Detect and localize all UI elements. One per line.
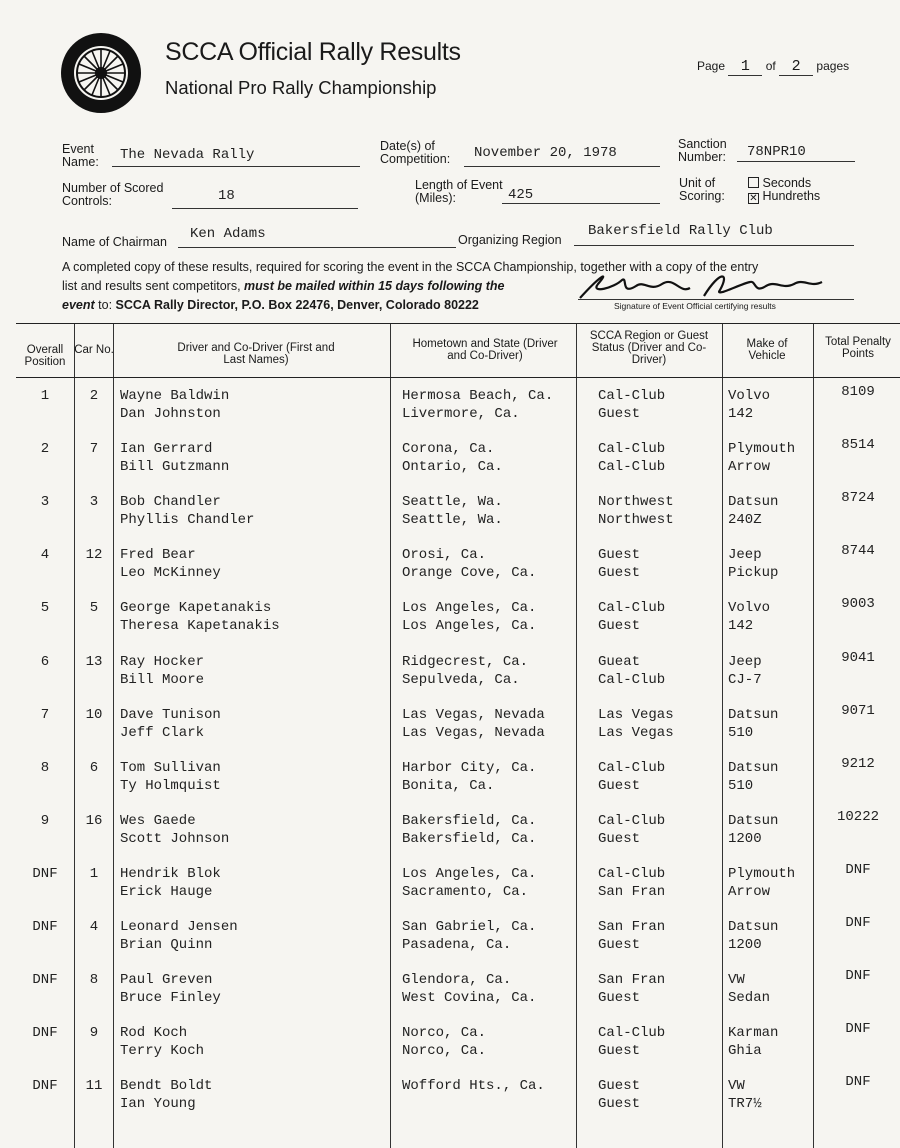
region-cell: Guest Guest — [598, 547, 641, 582]
region-cell: Cal-Club San Fran — [598, 865, 666, 900]
vehicle-cell: Volvo 142 — [728, 600, 771, 635]
table-row — [16, 1016, 900, 1069]
driver-cell: Dave Tunison Jeff Clark — [120, 706, 221, 741]
table-row — [16, 432, 900, 485]
vehicle-cell: Plymouth Arrow — [728, 441, 796, 476]
signature-label: Signature of Event Official certifying results — [614, 301, 776, 311]
vehicle-cell: Datsun 510 — [728, 706, 779, 741]
hometown-cell: Norco, Ca. Norco, Ca. — [402, 1025, 487, 1060]
table-row — [16, 751, 900, 804]
hometown-cell: Bakersfield, Ca. Bakersfield, Ca. — [402, 812, 537, 847]
page-number: 1 — [728, 58, 762, 76]
notice-line-2: list and results sent competitors, must be mailed within 15 days following the — [62, 279, 505, 293]
region-value: Bakersfield Rally Club — [588, 223, 773, 239]
penalty-points-cell: DNF — [845, 915, 871, 931]
table-row — [16, 804, 900, 857]
page-total: 2 — [779, 58, 813, 76]
car-number-cell: 10 — [85, 706, 103, 723]
table-row — [16, 1069, 900, 1122]
header-driver: Driver and Co-Driver (First and Last Names) — [177, 342, 335, 366]
hometown-cell: Los Angeles, Ca. Sacramento, Ca. — [402, 865, 537, 900]
driver-cell: Bendt Boldt Ian Young — [120, 1078, 213, 1113]
hometown-cell: Orosi, Ca. Orange Cove, Ca. — [402, 547, 537, 582]
car-number-cell: 12 — [85, 547, 103, 564]
chairman-value: Ken Adams — [190, 226, 266, 242]
position-cell: 8 — [40, 759, 50, 776]
position-cell: 2 — [40, 441, 50, 458]
hometown-cell: Wofford Hts., Ca. — [402, 1078, 545, 1095]
region-cell: Cal-Club Guest — [598, 759, 666, 794]
length-value: 425 — [508, 187, 534, 203]
table-row — [16, 963, 900, 1016]
car-number-cell: 5 — [89, 600, 99, 617]
vehicle-cell: Jeep CJ-7 — [728, 653, 762, 688]
driver-cell: George Kapetanakis Theresa Kapetanakis — [120, 600, 280, 635]
penalty-points-cell: 9041 — [841, 649, 875, 666]
position-cell: DNF — [32, 865, 58, 882]
checkbox-checked-icon: ✕ — [749, 193, 758, 204]
penalty-points-cell: 8514 — [841, 437, 875, 454]
position-cell: 5 — [40, 600, 50, 617]
hometown-cell: Hermosa Beach, Ca. Livermore, Ca. — [402, 388, 554, 422]
position-cell: 6 — [40, 653, 50, 670]
driver-cell: Fred Bear Leo McKinney — [120, 547, 221, 582]
car-number-cell: 8 — [89, 972, 99, 989]
header-points: Total Penalty Points — [825, 336, 891, 360]
table-row — [16, 591, 900, 644]
vehicle-cell: Karman Ghia — [728, 1025, 779, 1060]
penalty-points-cell: 8109 — [841, 384, 875, 400]
official-signature — [570, 266, 830, 306]
unit-hundreths-option[interactable]: ✕ Hundreths — [749, 189, 821, 204]
unit-seconds-option[interactable]: Seconds — [748, 177, 811, 190]
hometown-cell: Corona, Ca. Ontario, Ca. — [402, 441, 503, 476]
sanction-label: Sanction Number: — [678, 137, 727, 164]
car-number-cell: 1 — [89, 865, 99, 882]
hometown-cell: San Gabriel, Ca. Pasadena, Ca. — [402, 919, 537, 953]
unit-label: Unit of Scoring: — [679, 176, 725, 203]
vehicle-cell: Plymouth Arrow — [728, 865, 796, 900]
controls-value: 18 — [218, 188, 235, 204]
vehicle-cell: Datsun 1200 — [728, 812, 779, 847]
region-cell: Cal-Club Guest — [598, 600, 666, 635]
position-cell: DNF — [32, 1025, 58, 1042]
position-cell: DNF — [32, 972, 58, 989]
vehicle-cell: Datsun 240Z — [728, 494, 779, 529]
vehicle-cell: Jeep Pickup — [728, 547, 779, 582]
notice-line-1: A completed copy of these results, required for scoring the event in the SCCA Championship, together with a copy of the entry — [62, 260, 759, 274]
penalty-points-cell: DNF — [845, 1021, 871, 1038]
driver-cell: Paul Greven Bruce Finley — [120, 972, 221, 1007]
penalty-points-cell: 9071 — [841, 702, 875, 719]
header-position: Overall Position — [24, 344, 66, 368]
hometown-cell: Ridgecrest, Ca. Sepulveda, Ca. — [402, 653, 529, 688]
vehicle-cell: VW Sedan — [728, 972, 771, 1007]
region-cell: San Fran Guest — [598, 972, 666, 1007]
driver-cell: Ian Gerrard Bill Gutzmann — [120, 441, 230, 476]
page-indicator: Page 1 of 2 pages — [697, 58, 850, 75]
chairman-label: Name of Chairman — [62, 235, 167, 249]
position-cell: 7 — [40, 706, 50, 723]
hometown-cell: Los Angeles, Ca. Los Angeles, Ca. — [402, 600, 537, 635]
hometown-cell: Las Vegas, Nevada Las Vegas, Nevada — [402, 706, 545, 741]
vehicle-cell: Datsun 1200 — [728, 919, 779, 953]
checkbox-unchecked-icon — [748, 177, 759, 188]
driver-cell: Hendrik Blok Erick Hauge — [120, 865, 221, 900]
hometown-cell: Glendora, Ca. West Covina, Ca. — [402, 972, 537, 1007]
table-row — [16, 857, 900, 910]
vehicle-cell: VW TR7½ — [728, 1078, 762, 1113]
region-cell: Gueat Cal-Club — [598, 653, 666, 688]
position-cell: 3 — [40, 494, 50, 511]
position-cell: 4 — [40, 547, 50, 564]
position-cell: 9 — [40, 812, 50, 829]
driver-cell: Wayne Baldwin Dan Johnston — [120, 388, 230, 422]
penalty-points-cell: 8724 — [841, 490, 875, 507]
region-label: Organizing Region — [458, 233, 562, 247]
table-row — [16, 538, 900, 591]
driver-cell: Tom Sullivan Ty Holmquist — [120, 759, 221, 794]
document-subtitle: National Pro Rally Championship — [165, 77, 437, 98]
driver-cell: Leonard Jensen Brian Quinn — [120, 919, 238, 953]
driver-cell: Rod Koch Terry Koch — [120, 1025, 205, 1060]
region-cell: Las Vegas Las Vegas — [598, 706, 674, 741]
table-row — [16, 910, 900, 963]
document-title: SCCA Official Rally Results — [165, 38, 461, 66]
header-hometown: Hometown and State (Driver and Co-Driver) — [412, 338, 558, 362]
table-row — [16, 645, 900, 698]
car-number-cell: 6 — [89, 759, 99, 776]
car-number-cell: 2 — [89, 388, 99, 404]
region-cell: Cal-Club Guest — [598, 388, 666, 422]
header-car: Car No. — [74, 344, 114, 356]
car-number-cell: 11 — [85, 1078, 103, 1095]
hometown-cell: Harbor City, Ca. Bonita, Ca. — [402, 759, 537, 794]
region-cell: Guest Guest — [598, 1078, 641, 1113]
penalty-points-cell: DNF — [845, 1074, 871, 1091]
vehicle-cell: Datsun 510 — [728, 759, 779, 794]
penalty-points-cell: 8744 — [841, 543, 875, 560]
hometown-cell: Seattle, Wa. Seattle, Wa. — [402, 494, 503, 529]
region-cell: Northwest Northwest — [598, 494, 674, 529]
header-make: Make of Vehicle — [746, 338, 788, 362]
driver-cell: Ray Hocker Bill Moore — [120, 653, 205, 688]
penalty-points-cell: 9003 — [841, 596, 875, 613]
controls-label: Number of Scored Controls: — [62, 181, 164, 208]
region-cell: Cal-Club Guest — [598, 1025, 666, 1060]
header-region: SCCA Region or Guest Status (Driver and Co-Driver) — [589, 330, 709, 366]
event-name-value: The Nevada Rally — [120, 147, 255, 163]
table-row — [16, 485, 900, 538]
region-cell: Cal-Club Cal-Club — [598, 441, 666, 476]
car-number-cell: 16 — [85, 812, 103, 829]
length-label: Length of Event (Miles): — [415, 178, 503, 205]
penalty-points-cell: 9212 — [841, 755, 875, 772]
position-cell: DNF — [32, 1078, 58, 1095]
car-number-cell: 9 — [89, 1025, 99, 1042]
penalty-points-cell: 10222 — [836, 808, 879, 825]
notice-line-3: event to: SCCA Rally Director, P.O. Box 22476, Denver, Colorado 80222 — [62, 298, 479, 312]
car-number-cell: 3 — [89, 494, 99, 511]
driver-cell: Bob Chandler Phyllis Chandler — [120, 494, 255, 529]
position-cell: DNF — [32, 919, 58, 935]
penalty-points-cell: DNF — [845, 861, 871, 878]
region-cell: San Fran Guest — [598, 919, 666, 953]
scca-logo — [60, 32, 142, 114]
dates-label: Date(s) of Competition: — [380, 139, 451, 166]
region-cell: Cal-Club Guest — [598, 812, 666, 847]
table-row — [16, 698, 900, 751]
driver-cell: Wes Gaede Scott Johnson — [120, 812, 230, 847]
results-table — [16, 323, 900, 1148]
car-number-cell: 4 — [89, 919, 99, 935]
car-number-cell: 7 — [89, 441, 99, 458]
event-name-label: Event Name: — [62, 142, 99, 169]
vehicle-cell: Volvo 142 — [728, 388, 771, 422]
penalty-points-cell: DNF — [845, 968, 871, 985]
table-row — [16, 379, 900, 432]
sanction-value: 78NPR10 — [747, 144, 806, 160]
car-number-cell: 13 — [85, 653, 103, 670]
position-cell: 1 — [40, 388, 50, 404]
dates-value: November 20, 1978 — [474, 145, 617, 161]
